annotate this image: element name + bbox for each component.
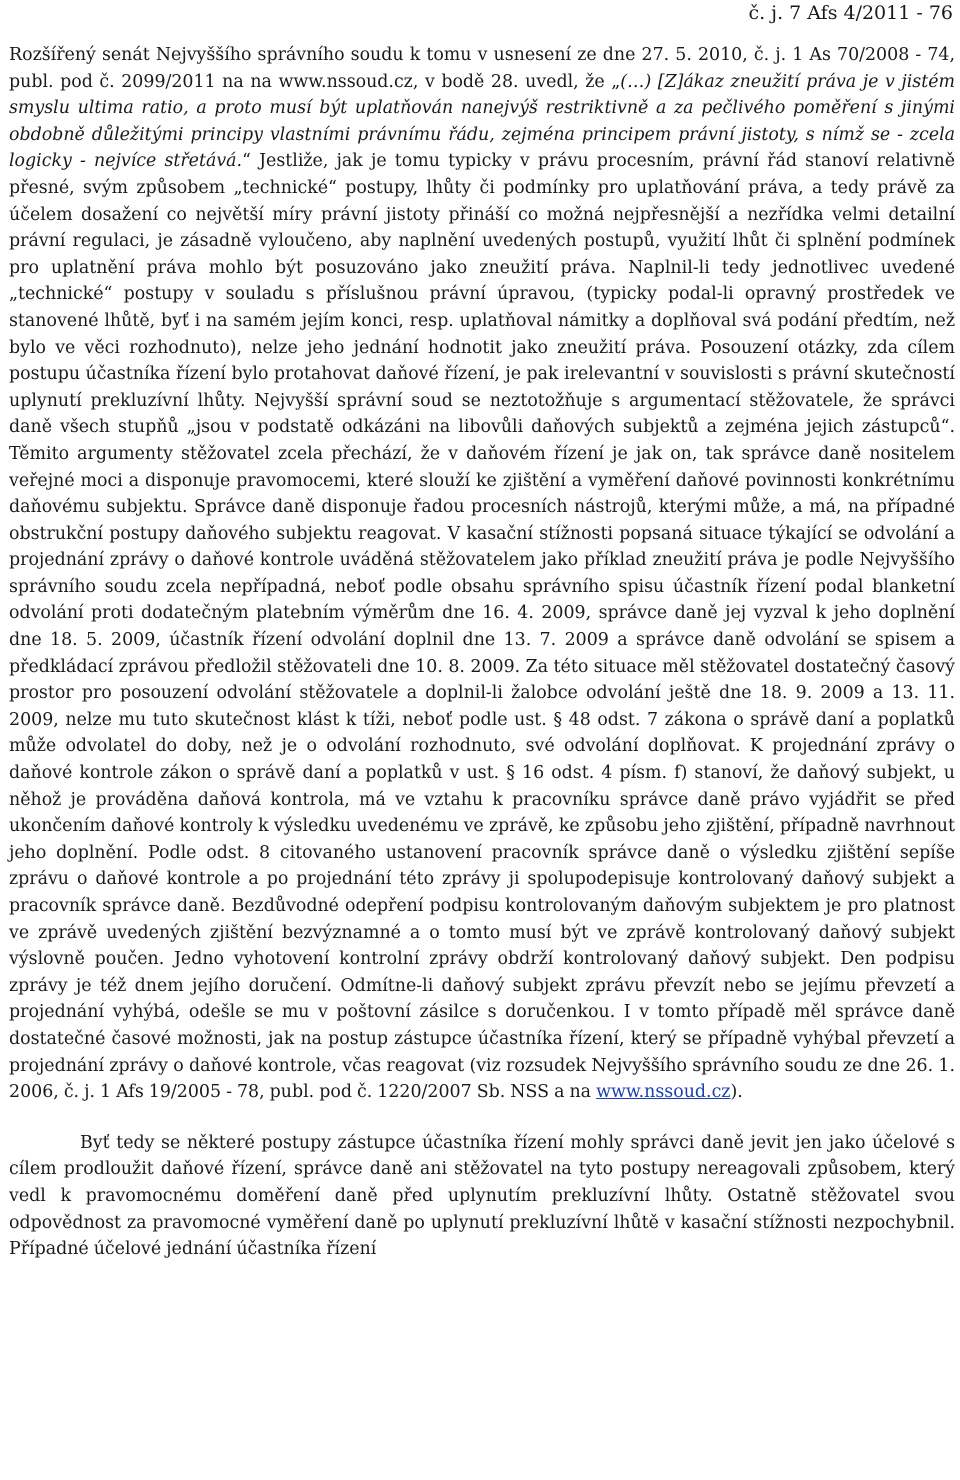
quoted-passage: (…) [Z]ákaz zneužití práva je v jistém smyslu ultima ratio, a proto musí být uplatňován nanejvýš restriktivně a za pečlivého poměření s jinými obdobně důležitými principy vlastními právnímu řádu, zejména principem právní jistoty, s nímž se - zcela logicky - nejvíce střetává.: [9, 71, 955, 172]
paragraph-1-tail: ).: [730, 1082, 743, 1103]
paragraph-1-intro: Rozšířený senát Nejvyššího správního soudu k tomu v usnesení ze dne 27. 5. 2010, č. j. 1 As 70/2008 - 74, publ. pod č. 2099/2011 na na www.nssoud.cz, v bodě 28. uvedl, že „: [9, 45, 955, 92]
paragraph-2: Byť tedy se některé postupy zástupce účastníka řízení mohly správci daně jevit jen jako účelové s cílem prodloužit daňové řízení, správce daně ani stěžovatel na tyto postupy nereagovali způsobem, který vedl k pravomocnému doměření daně před uplynutím prekluzívní lhůty. Ostatně stěžovatel svou odpovědnost za pravomocné vyměření daně po uplynutí prekluzívní lhůtě v kasační stížnosti nezpochybnil. Případné účelové jednání účastníka řízení: [9, 1132, 955, 1260]
paragraph-1: [9, 42, 955, 1106]
quote-close: “: [242, 151, 251, 172]
case-reference: č. j. 7 Afs 4/2011 - 76: [748, 2, 953, 24]
nssoud-link[interactable]: www.nssoud.cz: [596, 1082, 731, 1103]
document-page: [9, 0, 955, 1263]
paragraph-1-body: Jestliže, jak je tomu typicky v právu procesním, právní řád stanoví relativně přesné, svým způsobem „technické“ postupy, lhůty či podmínky pro uplatňování práva, a tedy právě za účelem dosažení co největší míry právní jistoty přináší co možná nejpřesnější a nezřídka velmi detailní právní regulaci, je zásadně vyloučeno, aby naplnění uvedených postupů, využití lhůt či splnění podmínek pro uplatnění práva mohlo být posuzováno jako zneužití práva. Naplnil-li tedy jednotlivec uvedené „technické“ postupy v souladu s příslušnou právní úpravou, (typicky podal-li opravný prostředek ve stanovené lhůtě, byť i na samém jejím konci, resp. uplatňoval námitky a doplňoval svá podání předtím, než bylo ve věci rozhodnuto), nelze jeho jednání hodnotit jako zneužití práva. Posouzení otázky, zda cílem postupu účastníka řízení bylo protahovat daňové řízení, je pak irelevantní v souvislosti s právní skutečností uplynutí prekluzívní lhůty. Nejvyšší správní soud se neztotožňuje s argumentací stěžovatele, že správci daně všech stupňů „jsou v podstatě odkázáni na libovůli daňových subjektů a zejména jejich zástupců“. Těmito argumenty stěžovatel zcela přechází, že v daňovém řízení je jak on, tak správce daně nositelem veřejné moci a disponuje pravomocemi, které slouží ke zjištění a vyměření daňové povinnosti konkrétnímu daňovému subjektu. Správce daně disponuje řadou procesních nástrojů, kterými může, a má, na případné obstrukční postupy daňového subjektu reagovat. V kasační stížnosti popsaná situace týkající se odvolání a projednání zprávy o daňové kontrole uváděná stěžovatelem jako příklad zneužití práva je podle Nejvyššího správního soudu zcela nepřípadná, neboť podle obsahu správního spisu účastník řízení podal blanketní odvolání proti dodatečným platebním výměrům dne 16. 4. 2009, správce daně jej vyzval k jeho doplnění dne 18. 5. 2009, účastník řízení odvolání doplnil dne 13. 7. 2009 a správce daně odvolání se spisem a předkládací zprávou předložil stěžovateli dne 10. 8. 2009. Za této situace měl stěžovatel dostatečný časový prostor pro posouzení odvolání stěžovatele a doplnil-li žalobce odvolání ještě dne 18. 9. 2009 a 13. 11. 2009, nelze mu tuto skutečnost klást k tíži, neboť podle ust. § 48 odst. 7 zákona o správě daní a poplatků může odvolatel do doby, než je o odvolání rozhodnuto, své odvolání doplňovat. K projednání zprávy o daňové kontrole zákon o správě daní a poplatků v ust. § 16 odst. 4 písm. f) stanoví, že daňový subjekt, u něhož je prováděna daňová kontrola, má ve vztahu k pracovníku správce daně právo vyjádřit se před ukončením daňové kontroly k výsledku uvedenému ve zprávě, ke způsobu jeho zjištění, případně navrhnout jeho doplnění. Podle odst. 8 citovaného ustanovení pracovník správce daně o výsledku zjištění sepíše zprávu o daňové kontrole a po projednání této zprávy ji spolupodepisuje kontrolovaný daňový subjekt a pracovník správce daně. Bezdůvodné odepření podpisu kontrolovaným daňovým subjektem je pro platnost ve zprávě uvedených zjištění bezvýznamné a o tomto musí být ve zprávě kontrolovaný daňový subjekt výslovně poučen. Jedno vyhotovení kontrolní zprávy obdrží kontrolovaný daňový subjekt. Den podpisu zprávy je též dnem jejího doručení. Odmítne-li daňový subjekt zprávu převzít nebo se jejímu převzetí a projednání vyhýbá, odešle se mu v poštovní zásilce s doručenkou. I v tomto případě měl správce daně dostatečné časové možnosti, jak na postup zástupce účastníka řízení, který se případně vyhýbal převzetí a projednání zprávy o daňové kontrole, včas reagovat (viz rozsudek Nejvyššího správního soudu ze dne 26. 1. 2006, č. j. 1 Afs 19/2005 - 78, publ. pod č. 1220/2007 Sb. NSS a na: [9, 151, 955, 1103]
